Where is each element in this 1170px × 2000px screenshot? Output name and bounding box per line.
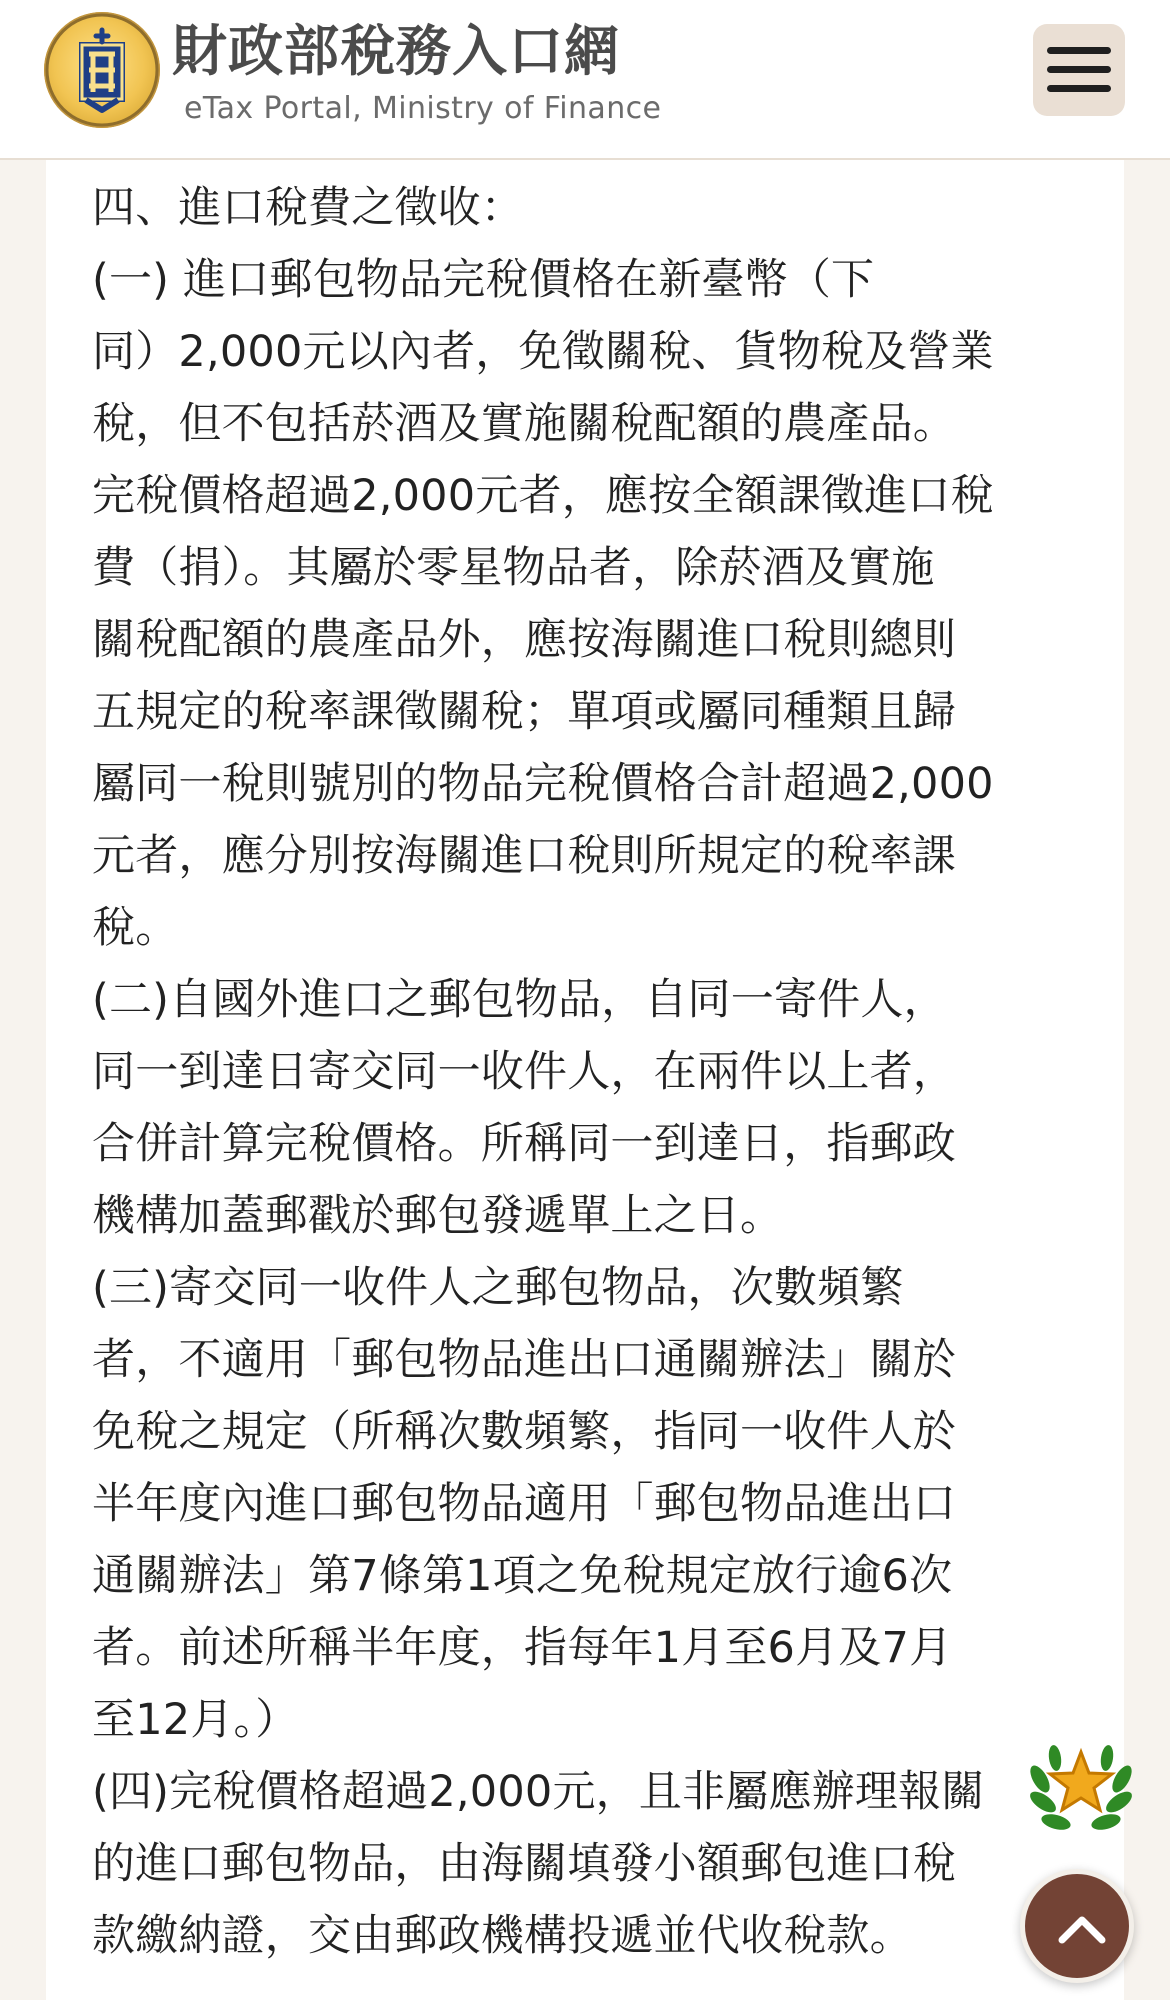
content-line: 免稅之規定（所稱次數頻繁，指同一收件人於 xyxy=(92,1407,956,1457)
content-line: 稅。 xyxy=(92,903,179,953)
laurel-star-award-icon[interactable] xyxy=(1024,1728,1138,1842)
content-line: 關稅配額的農產品外，應按海關進口稅則總則 xyxy=(92,615,956,665)
content-line: 者。前述所稱半年度，指每年1月至6月及7月 xyxy=(92,1623,953,1673)
content-line: (四)完稅價格超過2,000元，且非屬應辦理報關 xyxy=(92,1767,985,1817)
content-line: 費（捐）。其屬於零星物品者，除菸酒及實施 xyxy=(92,543,935,593)
content-line: 半年度內進口郵包物品適用「郵包物品進出口 xyxy=(92,1479,956,1529)
content-line: 四、進口稅費之徵收： xyxy=(92,183,524,233)
hamburger-menu-icon xyxy=(1047,47,1111,54)
content-line: 元者，應分別按海關進口稅則所規定的稅率課 xyxy=(92,831,956,881)
content-line: 同一到達日寄交同一收件人，在兩件以上者， xyxy=(92,1047,956,1097)
content-line: 同）2,000元以內者，免徵關稅、貨物稅及營業 xyxy=(92,327,994,377)
scroll-to-top-button[interactable] xyxy=(1020,1869,1134,1983)
content-line: 五規定的稅率課徵關稅；單項或屬同種類且歸 xyxy=(92,687,956,737)
ministry-emblem-icon[interactable] xyxy=(44,12,160,128)
content-line: (一) 進口郵包物品完稅價格在新臺幣（下 xyxy=(92,255,875,305)
site-title-english: eTax Portal, Ministry of Finance xyxy=(184,91,662,126)
hamburger-menu-icon xyxy=(1047,85,1111,92)
content-line: (三)寄交同一收件人之郵包物品，次數頻繁 xyxy=(92,1263,904,1313)
content-line: 的進口郵包物品，由海關填發小額郵包進口稅 xyxy=(92,1839,956,1889)
site-header xyxy=(0,0,1170,160)
content-line: 稅，但不包括菸酒及實施關稅配額的農產品。 xyxy=(92,399,956,449)
chevron-up-icon xyxy=(1053,1902,1111,1960)
content-line: 款繳納證，交由郵政機構投遞並代收稅款。 xyxy=(92,1911,913,1961)
content-line: (二)自國外進口之郵包物品，自同一寄件人， xyxy=(92,975,947,1025)
content-line: 屬同一稅則號別的物品完稅價格合計超過2,000 xyxy=(92,759,994,809)
site-title[interactable] xyxy=(172,16,692,136)
content-line: 通關辦法」第7條第1項之免稅規定放行逾6次 xyxy=(92,1551,953,1601)
site-title-chinese: 財政部稅務入口網 xyxy=(172,18,621,83)
content-line: 機構加蓋郵戳於郵包發遞單上之日。 xyxy=(92,1191,784,1241)
content-line: 者，不適用「郵包物品進出口通關辦法」關於 xyxy=(92,1335,956,1385)
content-line: 至12月。） xyxy=(92,1695,299,1745)
tax-content-card xyxy=(46,160,1124,2000)
content-line: 完稅價格超過2,000元者，應按全額課徵進口稅 xyxy=(92,471,994,521)
content-line: 合併計算完稅價格。所稱同一到達日，指郵政 xyxy=(92,1119,956,1169)
hamburger-menu-button[interactable] xyxy=(1033,24,1125,116)
hamburger-menu-icon xyxy=(1047,66,1111,73)
